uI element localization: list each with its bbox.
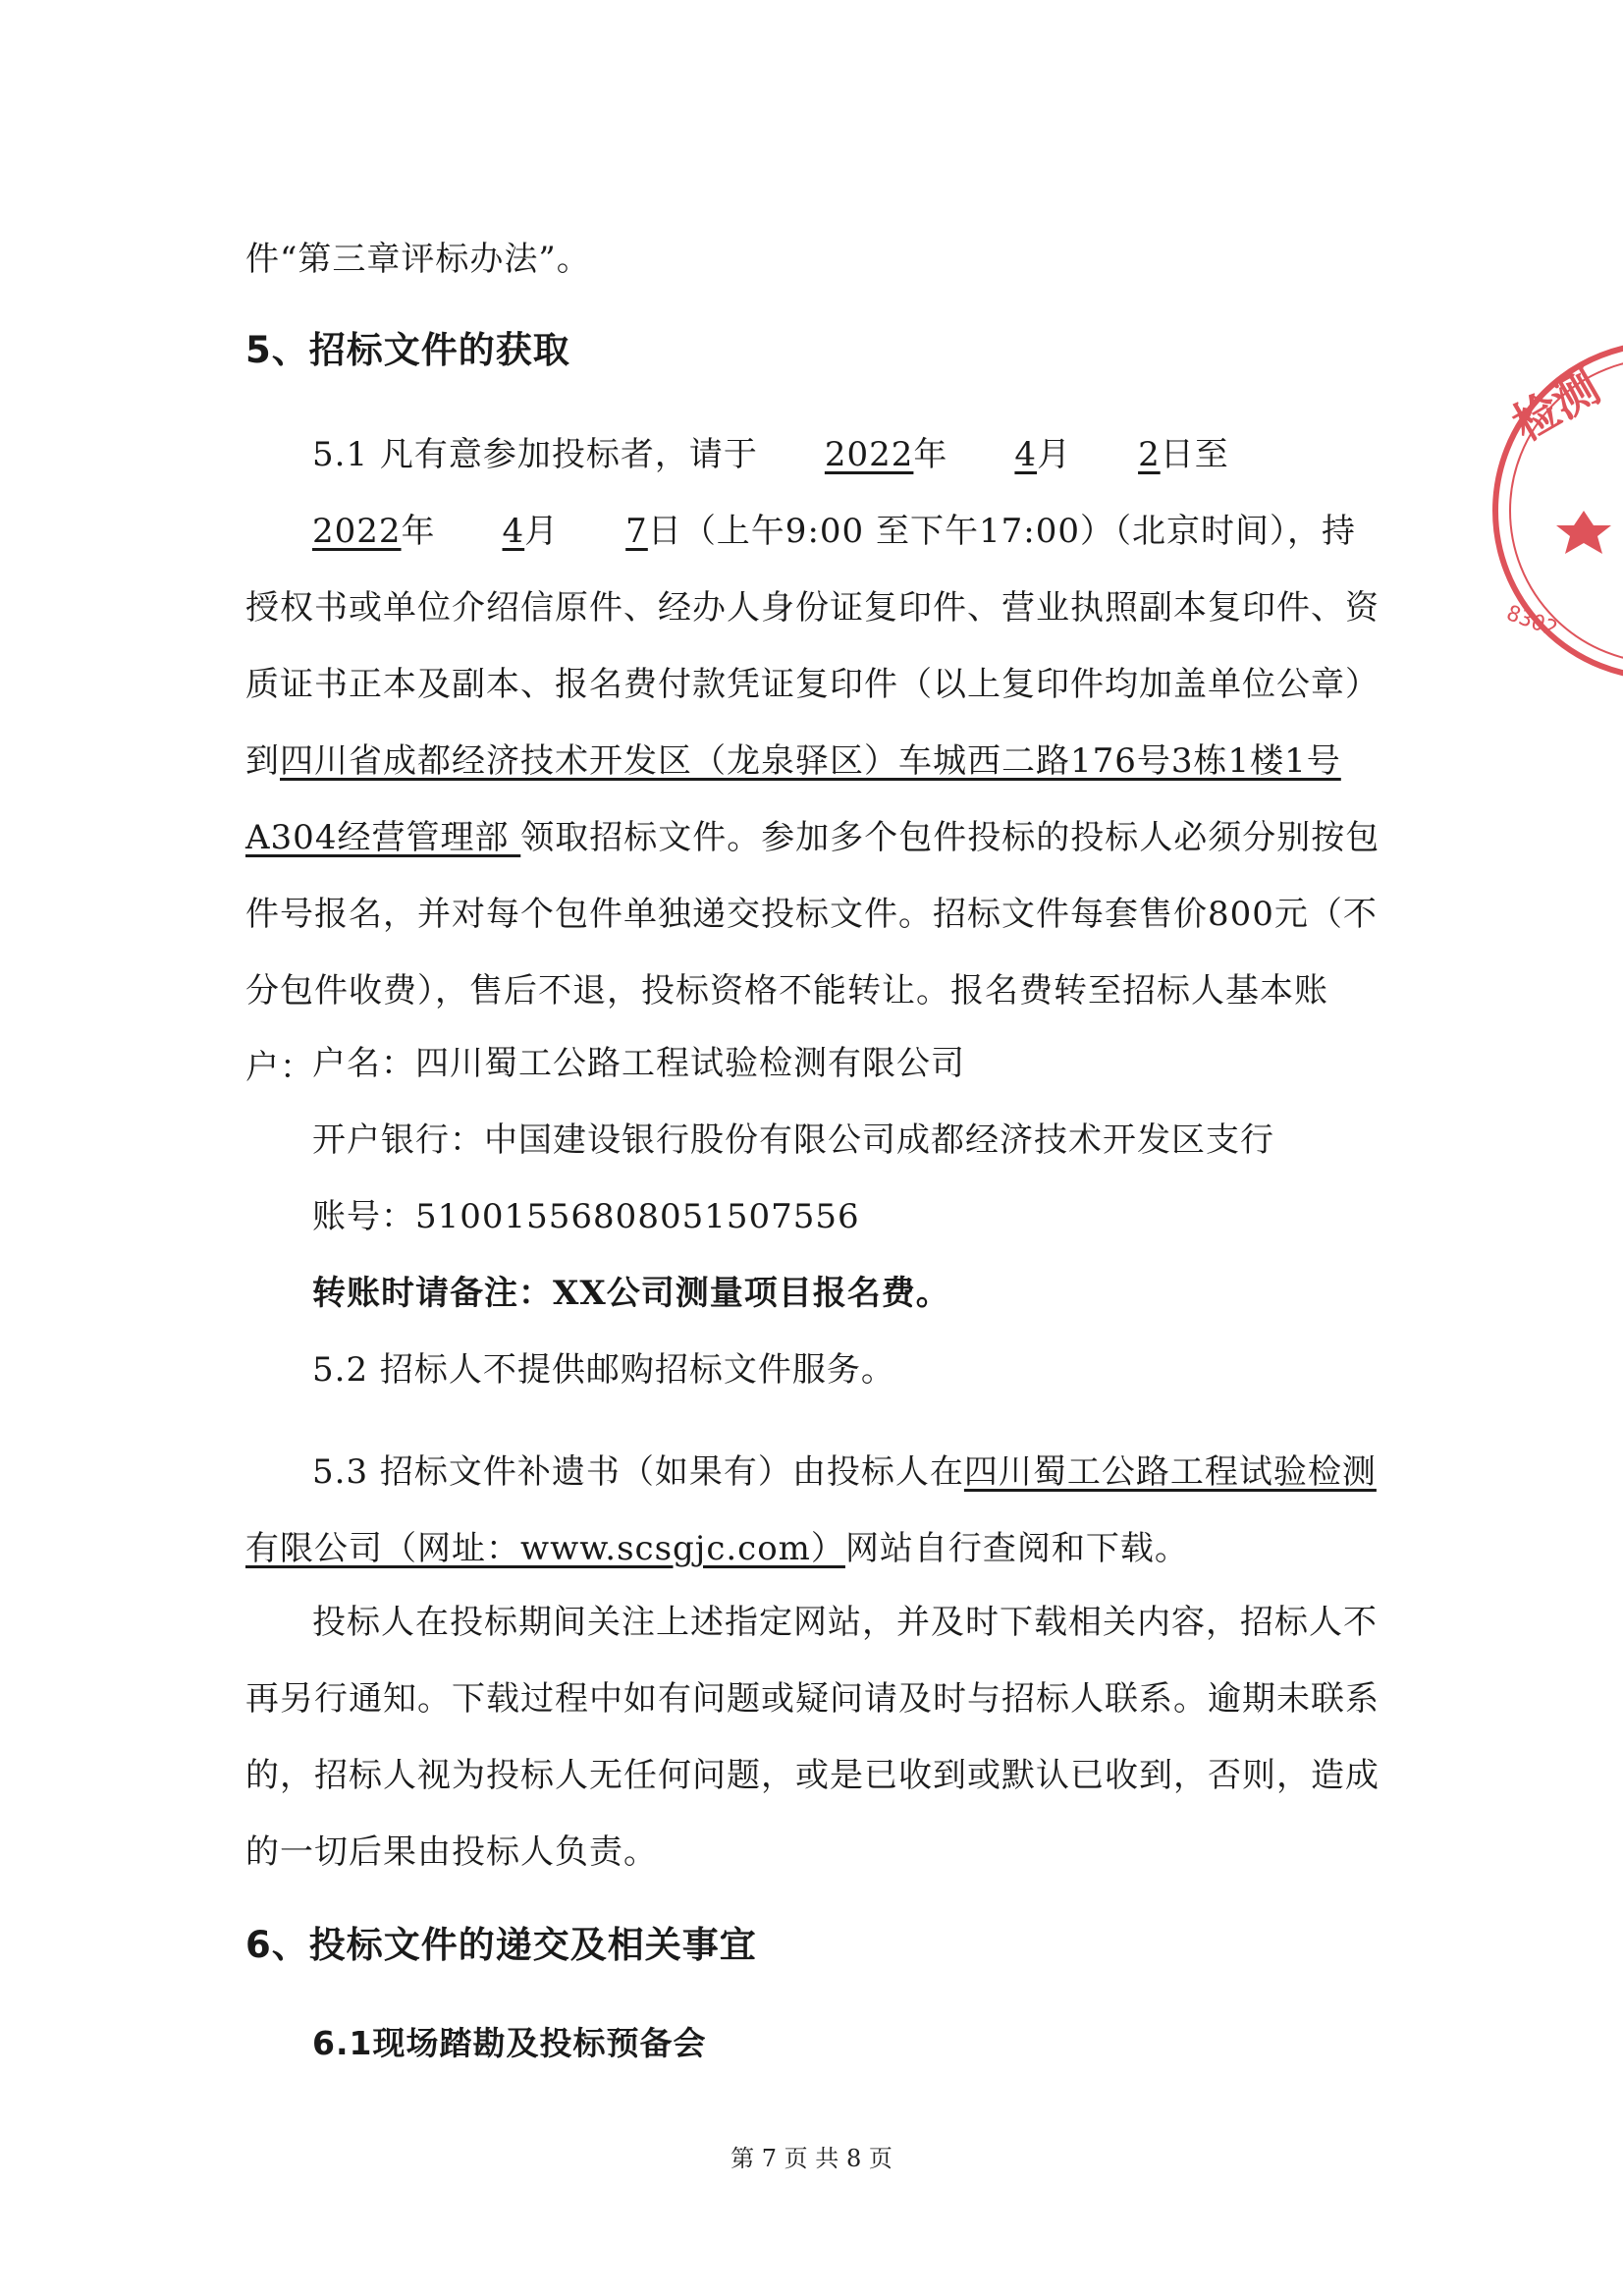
website-link: 四川蜀工公路工程试验检测有限公司（网址：www.scsgjc.com）	[245, 1452, 1377, 1568]
document-body	[245, 221, 1384, 298]
bank-name: 开户银行：中国建设银行股份有限公司成都经济技术开发区支行	[312, 1121, 1274, 1160]
seal-icon	[1486, 324, 1623, 697]
page-footer: 第 7 页 共 8 页	[730, 2145, 893, 2172]
day-start: 2	[1138, 435, 1161, 474]
paragraph-notice: 投标人在投标期间关注上述指定网站，并及时下载相关内容，招标人不再另行通知。下载过程中如有问题或疑问请及时与招标人联系。逾期未联系的，招标人视为投标人无任何问题，或是已收到或默认已收到，否则，造成的一切后果由投标人负责。	[245, 1603, 1380, 1872]
paragraph-5-3: 5.3 招标文件补遗书（如果有）由投标人在四川蜀工公路工程试验检测有限公司（网址：www.scsgjc.com）网站自行查阅和下载。	[245, 1452, 1377, 1568]
section-5-title: 5、招标文件的获取	[245, 329, 570, 371]
year-end: 2022	[312, 512, 402, 551]
month-end: 4	[502, 512, 525, 551]
intro-tail: 件“第三章评标办法”。	[245, 240, 591, 279]
account-name: 户名：四川蜀工公路工程试验检测有限公司	[312, 1044, 965, 1083]
subsection-6-1-title: 6.1现场踏勘及投标预备会	[312, 2024, 707, 2062]
svg-text:8302: 8302	[1502, 601, 1561, 642]
section-6-title: 6、投标文件的递交及相关事宜	[245, 1924, 757, 1966]
registration-address: 四川省成都经济技术开发区（龙泉驿区）车城西二路176号3栋1楼1号A304经营管理部	[245, 741, 1341, 857]
paragraph-5-2: 5.2 招标人不提供邮购招标文件服务。	[312, 1350, 895, 1390]
year-start: 2022	[824, 435, 914, 474]
svg-text:检测: 检测	[1503, 359, 1609, 452]
day-end: 7	[625, 512, 648, 551]
paragraph-5-1: 5.1 凡有意参加投标者，请于 2022年 4月 2日至2022年 4月 7日（上午9:00 至下午17:00）（北京时间），持授权书或单位介绍信原件、经办人身份证复印件、营业执照副本复印件、资质证书正本及副本、报名费付款凭证复印件（以上复印件均加盖单位公章）到四川省成都经济技术开发区（龙泉驿区）车城西二路176号3栋1楼1号A304经营管理部 领取招标文件。参加多个包件投标的投标人必须分别按包件号报名，并对每个包件单独递交投标文件。招标文件每套售价800元（不分包件收费），售后不退，投标资格不能转让。报名费转至招标人基本账户：	[245, 416, 1384, 1106]
bank-account-block	[245, 1025, 1384, 1408]
transfer-remark: 转账时请备注：XX公司测量项目报名费。	[312, 1274, 950, 1313]
account-number: 账号：51001556808051507556	[312, 1197, 860, 1236]
month-start: 4	[1014, 435, 1038, 474]
company-seal-stamp	[1486, 324, 1623, 697]
